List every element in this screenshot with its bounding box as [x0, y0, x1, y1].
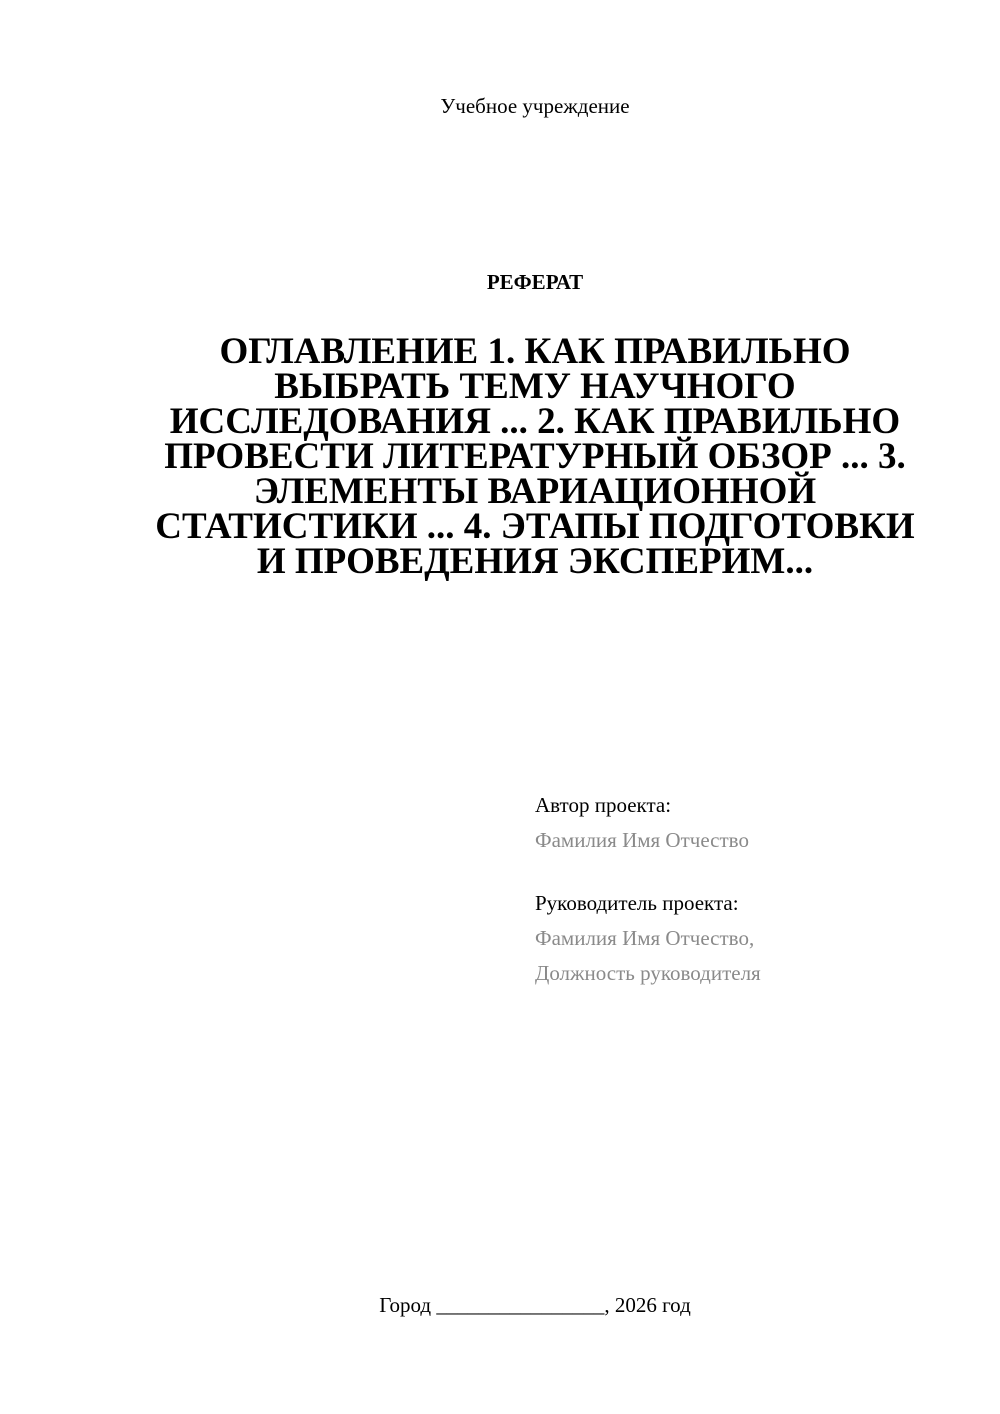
author-name: Фамилия Имя Отчество	[535, 828, 749, 852]
city-year-line: Город ________________, 2026 год	[379, 1293, 691, 1317]
supervisor-name: Фамилия Имя Отчество,	[535, 926, 755, 950]
credits-spacer	[535, 858, 975, 886]
author-label: Автор проекта:	[535, 793, 672, 817]
supervisor-position: Должность руководителя	[535, 961, 761, 985]
credits-block	[535, 788, 975, 991]
document-type: РЕФЕРАТ	[486, 270, 584, 294]
supervisor-label: Руководитель проекта:	[535, 891, 739, 915]
document-title: ОГЛАВЛЕНИЕ 1. КАК ПРАВИЛЬНО ВЫБРАТЬ ТЕМУ НАУЧНОГО ИССЛЕДОВАНИЯ ... 2. КАК ПРАВИЛЬНО ПРОВЕСТИ ЛИТЕРАТУРНЫЙ ОБЗОР ... 3. ЭЛЕМЕНТЫ ВАРИАЦИОННОЙ СТАТИСТИКИ ... 4. ЭТАПЫ ПОДГОТОВКИ И ПРОВЕДЕНИЯ ЭКСПЕРИМ...	[155, 331, 915, 582]
institution-name: Учебное учреждение	[440, 94, 630, 118]
